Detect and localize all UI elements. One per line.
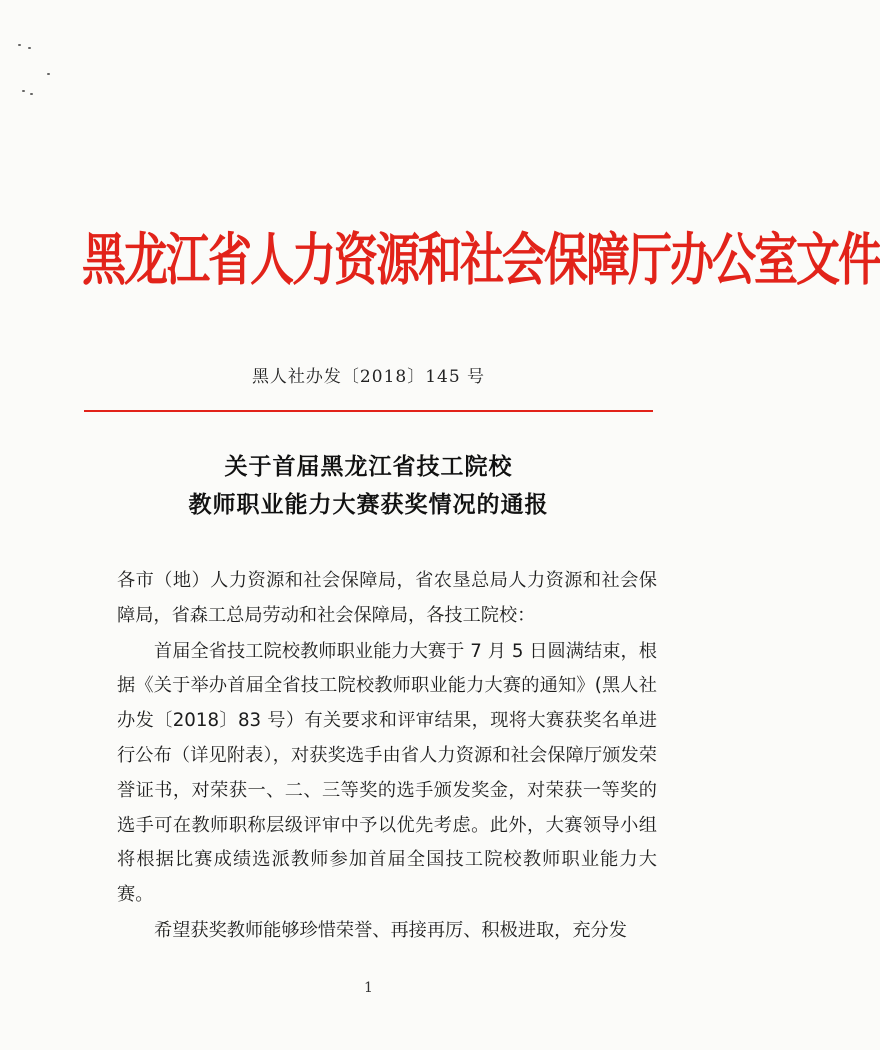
scan-speck xyxy=(30,93,33,95)
scan-speck xyxy=(47,73,50,75)
scan-speck xyxy=(22,90,25,92)
red-divider-line xyxy=(84,410,653,412)
scan-speck xyxy=(18,44,21,46)
body-paragraph-1: 首届全省技工院校教师职业能力大赛于 7 月 5 日圆满结束，根据《关于举办首届全省技工院校教师职业能力大赛的通知》(黑人社办发〔2018〕83 号）有关要求和评审结果，现将大赛获奖名单进行公布（详见附表），对获奖选手由省人力资源和社会保障厅颁发荣誉证书，对荣获一、二、三等奖的选手颁发奖金，对荣获一等奖的选手可在教师职称层级评审中予以优先考虑。此外，大赛领导小组将根据比赛成绩选派教师参加首届全国技工院校教师职业能力大赛。 xyxy=(117,640,657,906)
document-number: 黑人社办发〔2018〕145 号 xyxy=(251,367,486,387)
salutation: 各市（地）人力资源和社会保障局，省农垦总局人力资源和社会保障局，省森工总局劳动和社会保障局，各技工院校： xyxy=(117,570,657,626)
issuer-header-title: 黑龙江省人力资源和社会保障厅办公室文件 xyxy=(82,227,880,293)
body-paragraph-2: 希望获奖教师能够珍惜荣誉、再接再厉、积极进取，充分发 xyxy=(154,919,627,941)
notice-title-line-2: 教师职业能力大赛获奖情况的通报 xyxy=(188,492,549,518)
page-number: 1 xyxy=(364,980,373,996)
document-body xyxy=(117,564,657,949)
scan-speck xyxy=(28,47,31,49)
notice-title-line-1: 关于首届黑龙江省技工院校 xyxy=(224,454,513,480)
